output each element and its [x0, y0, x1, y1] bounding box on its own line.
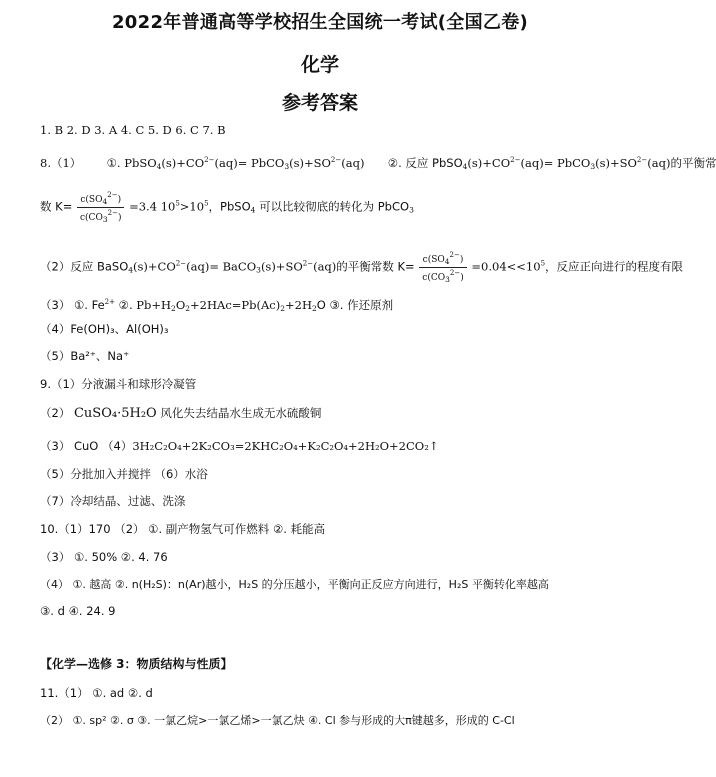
sub: 2: [185, 304, 191, 313]
sup: 5: [175, 199, 180, 208]
sup: 2−: [330, 156, 342, 164]
q9-p2-label: （2）: [40, 406, 71, 420]
q9-part7: （7）冷却结晶、过滤、洗涤: [40, 494, 186, 508]
sub: 3: [284, 162, 290, 171]
k-fraction: [77, 190, 124, 225]
q9-part2: [40, 405, 321, 422]
k-denominator: [77, 208, 124, 225]
q9-p2-formula: CuSO₄·5H₂O: [73, 406, 157, 421]
frac-text: c(CO: [80, 213, 103, 223]
sub: 3: [256, 265, 261, 275]
eq-frag: (s)+CO: [133, 259, 176, 274]
q10-part3: （3） ①. 50% ②. 4. 76: [40, 550, 168, 564]
sub: 2: [311, 304, 317, 313]
eq-frag: (s)+CO: [161, 156, 205, 170]
k-value: =3.4 10: [129, 199, 176, 214]
q8-eq2: ②. 反应 PbSO: [387, 156, 463, 170]
q10-part4b: ③. d ④. 24. 9: [40, 604, 116, 618]
q10-part1-2: 10.（1）170 （2） ①. 副产物氢气可作燃料 ②. 耗能高: [40, 522, 326, 536]
sup: 2+: [104, 298, 115, 306]
q8-tail: 的平衡常: [670, 156, 716, 170]
sup: 2−: [449, 251, 460, 259]
sup: 5: [540, 259, 546, 268]
sup: 2−: [107, 209, 118, 217]
q8-p3-b: ②. Pb+H: [114, 298, 172, 312]
eq-frag: (s)+SO: [595, 156, 637, 170]
frac-text: ): [117, 213, 122, 223]
k-tail2: 可以比较彻底的转化为 PbCO: [255, 199, 410, 214]
q8-p2-mid: 的平衡常数 K=: [336, 259, 415, 274]
sub: 2: [171, 304, 176, 313]
sub: 3: [445, 275, 450, 284]
sup: 5: [204, 199, 209, 208]
sub: 4: [102, 197, 108, 206]
q8-part4: （4）Fe(OH)₃、Al(OH)₃: [40, 322, 169, 336]
k-prefix: 数 K=: [40, 199, 73, 214]
q8-part1: [40, 152, 716, 175]
sub: 3: [102, 215, 108, 224]
q8-p2-tail: ，反应正向进行的程度有限: [545, 259, 684, 274]
eq-frag: (aq)= PbCO: [520, 156, 591, 170]
answer-title: 参考答案: [281, 92, 358, 114]
k2-value: =0.04<<10: [471, 259, 541, 274]
eq-frag: (s)+SO: [289, 156, 331, 170]
q8-p3-d: +2HAc=Pb(Ac): [190, 298, 281, 312]
k2-fraction: [419, 250, 466, 285]
q8-part2: [40, 250, 683, 285]
q8-p3-a: （3） ①. Fe: [40, 298, 105, 312]
eq-frag: (aq)= PbCO: [214, 156, 285, 170]
q9-part3-4: [40, 438, 438, 454]
k-gt: >10: [179, 199, 205, 214]
sub: 4: [156, 162, 162, 171]
frac-text: ): [460, 273, 464, 283]
frac-text: c(SO: [80, 195, 103, 205]
q9-part5-6: （5）分批加入并搅拌 （6）水浴: [40, 467, 208, 481]
sup: 2−: [636, 156, 648, 164]
q9-p4-equation: 3H₂C₂O₄+2K₂CO₃=2KHC₂O₄+K₂C₂O₄+2H₂O+2CO₂↑: [132, 439, 439, 453]
eq-frag: (s)+SO: [260, 259, 303, 274]
q9-p2-text: 风化失去结晶水生成无水硫酸铜: [160, 406, 322, 420]
sub: 4: [250, 205, 256, 215]
q8-p3-f: O ③. 作还原剂: [316, 298, 394, 312]
q10-part4: （4） ①. 越高 ②. n(H₂S)：n(Ar)越小，H₂S 的分压越小，平衡向正反应方向进行，H₂S 平衡转化率越高: [40, 578, 549, 591]
k-tail: ，PbSO: [208, 199, 251, 214]
sub: 4: [462, 162, 468, 171]
sub: 4: [128, 265, 134, 275]
frac-text: ): [459, 255, 464, 265]
sup: 2−: [302, 259, 314, 268]
q11-part1: 11.（1） ①. ad ②. d: [40, 686, 153, 700]
multiple-choice-answers: 1. B 2. D 3. A 4. C 5. D 6. C 7. B: [40, 123, 226, 137]
eq-frag: (aq)= BaCO: [186, 259, 257, 274]
subject-title: 化学: [300, 54, 339, 76]
q8-part3: [40, 294, 393, 317]
sup: 2−: [449, 269, 461, 277]
sup: 2−: [107, 191, 118, 199]
sub: 2: [280, 304, 285, 313]
elective-heading: 【化学—选修 3：物质结构与性质】: [40, 657, 233, 671]
eq-frag: (s)+CO: [467, 156, 511, 170]
sub: 4: [444, 257, 450, 266]
frac-text: c(CO: [422, 273, 446, 283]
k2-denominator: [419, 268, 466, 285]
eq-frag: (aq): [647, 156, 671, 170]
exam-title: 2022年普通高等学校招生全国统一考试(全国乙卷): [111, 12, 529, 33]
q8-label: 8.（1）: [40, 156, 82, 170]
sup: 2−: [175, 259, 187, 268]
sub: 3: [590, 162, 596, 171]
sub: 3: [409, 205, 414, 215]
k2-numerator: [419, 250, 466, 268]
k-numerator: [77, 190, 124, 208]
q8-p3-e: +2H: [285, 298, 312, 312]
eq-frag: (aq): [341, 156, 365, 170]
q8-part5: （5）Ba²⁺、Na⁺: [40, 349, 130, 363]
q9-part1: 9.（1）分液漏斗和球形冷凝管: [40, 377, 197, 391]
q8-eq1-a: ①. PbSO: [106, 156, 157, 170]
q8-p2-label: （2）反应 BaSO: [40, 259, 129, 274]
sup: 2−: [204, 156, 215, 164]
eq-frag: (aq): [313, 259, 337, 274]
q11-part2: （2） ①. sp² ②. σ ③. 一氯乙烷>一氯乙烯>一氯乙炔 ④. Cl 参与形成的大π键越多，形成的 C-Cl: [40, 714, 515, 727]
q8-part1-k: [40, 190, 414, 225]
frac-text: c(SO: [422, 255, 445, 265]
frac-text: ): [117, 195, 122, 205]
q8-p3-c: O: [175, 298, 186, 312]
q9-p3-label: （3） CuO （4）: [40, 439, 133, 453]
sup: 2−: [510, 156, 521, 164]
